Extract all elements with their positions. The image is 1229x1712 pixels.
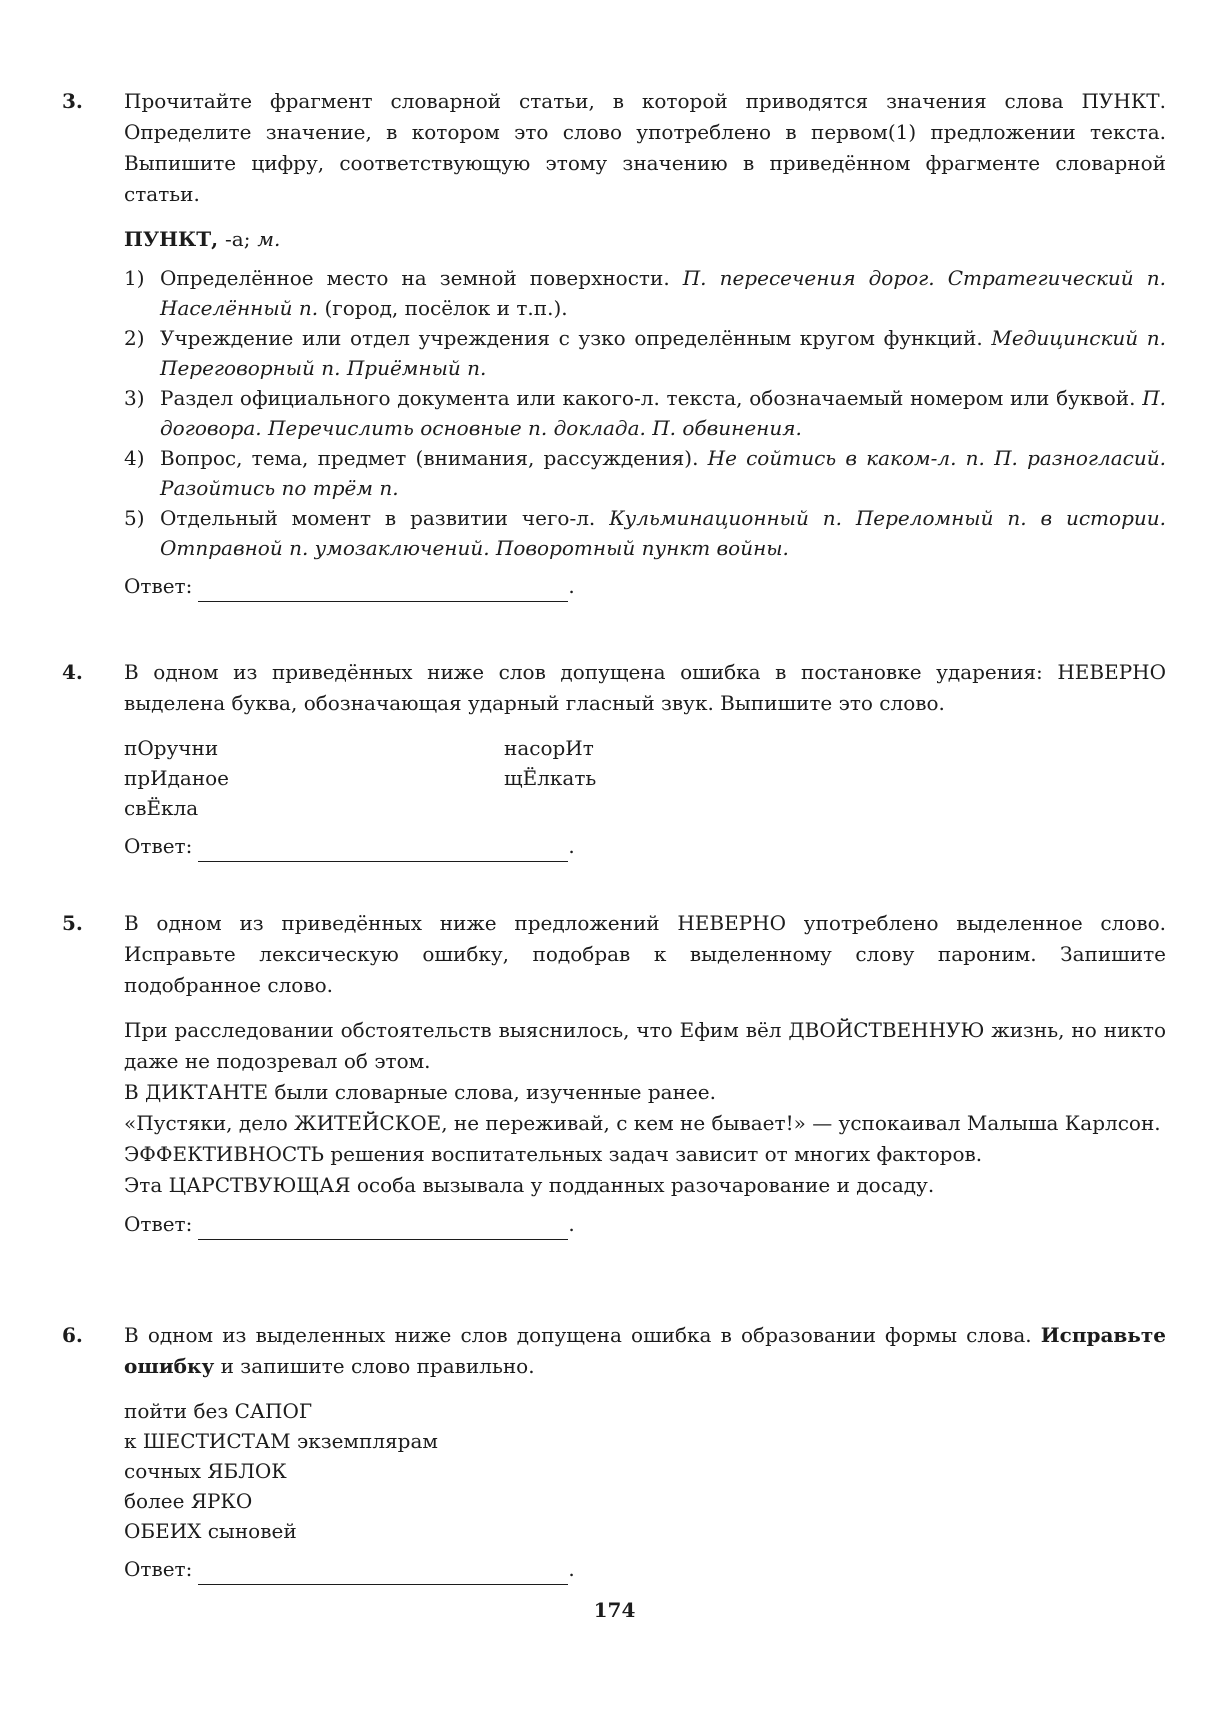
task-number: 3. xyxy=(62,89,83,113)
meaning-definition: Раздел официального документа или какого-л. текста, обозначаемый номером или буквой. xyxy=(160,386,1136,410)
word-item: щЁлкать xyxy=(504,766,597,790)
task-instruction: Прочитайте фрагмент словарной статьи, в которой приводятся значения слова ПУНКТ. Определите значение, в котором это слово употреблено в первом(1) предложении текста. Выпишите цифру, соответствующую этому значению в приведённом фрагменте словарной статьи. xyxy=(124,89,1166,206)
meaning-examples: Кульминационный п. Переломный п. в истории. Отправной п. умозаключений. Поворотный пункт войны. xyxy=(160,506,1166,560)
task-body xyxy=(124,1320,1166,1585)
task-instruction: В одном из приведённых ниже предложений НЕВЕРНО употреблено выделенное слово. Исправьте лексическую ошибку, подобрав к выделенному слову пароним. Запишите подобранное слово. xyxy=(124,911,1166,997)
dictionary-headword xyxy=(124,224,1166,255)
answer-end: . xyxy=(568,574,575,598)
meaning-number: 3) xyxy=(124,386,145,410)
answer-row xyxy=(124,1554,1166,1585)
sentence-item: В ДИКТАНТЕ были словарные слова, изученные ранее. xyxy=(124,1080,716,1104)
task-body xyxy=(124,86,1166,602)
answer-line[interactable] xyxy=(198,1560,568,1585)
answer-line[interactable] xyxy=(198,1215,568,1240)
meaning-item xyxy=(124,383,1166,443)
form-item: к ШЕСТИСТАМ экземплярам xyxy=(124,1429,438,1453)
meaning-definition: Определённое место на земной поверхности. xyxy=(160,266,670,290)
page-number: 174 xyxy=(593,1598,636,1622)
headword-gender: м. xyxy=(257,227,281,251)
instruction-emphasis: Исправьте ошибку xyxy=(124,1323,1166,1378)
answer-label: Ответ: xyxy=(124,1212,193,1236)
meaning-definition: Учреждение или отдел учреждения с узко определённым кругом функций. xyxy=(160,326,983,350)
meaning-examples: П. пересечения дорог. Стратегический п. Населённый п. xyxy=(160,266,1166,320)
sentences-list xyxy=(124,1015,1166,1201)
word-item: пОручни xyxy=(124,736,219,760)
answer-label: Ответ: xyxy=(124,834,193,858)
answer-label: Ответ: xyxy=(124,574,193,598)
word-item: прИданое xyxy=(124,766,230,790)
sentence-item: ЭФФЕКТИВНОСТЬ решения воспитательных задач зависит от многих факторов. xyxy=(124,1142,983,1166)
sentence-item: Эта ЦАРСТВУЮЩАЯ особа вызывала у подданных разочарование и досаду. xyxy=(124,1173,935,1197)
answer-row xyxy=(124,1209,1166,1240)
words-column-1 xyxy=(124,733,504,823)
answer-label: Ответ: xyxy=(124,1557,193,1581)
words-column-2 xyxy=(504,733,804,823)
meaning-item xyxy=(124,323,1166,383)
task-number: 5. xyxy=(62,911,83,935)
meanings-list xyxy=(124,263,1166,563)
form-item: ОБЕИХ сыновей xyxy=(124,1519,297,1543)
meaning-item xyxy=(124,263,1166,323)
instruction-part: В одном из выделенных ниже слов допущена ошибка в образовании формы слова. xyxy=(124,1323,1041,1347)
meaning-number: 5) xyxy=(124,506,145,530)
answer-end: . xyxy=(568,834,575,858)
answer-row xyxy=(124,831,1166,862)
answer-end: . xyxy=(568,1212,575,1236)
task-number: 4. xyxy=(62,660,83,684)
stress-words xyxy=(124,733,1166,823)
meaning-item xyxy=(124,503,1166,563)
word-item: свЁкла xyxy=(124,796,199,820)
answer-row xyxy=(124,571,1166,602)
instruction-part: и запишите слово правильно. xyxy=(214,1354,535,1378)
meaning-examples: Не сойтись в каком-л. п. П. разногласий. Разойтись по трём п. xyxy=(160,446,1167,500)
form-item: пойти без САПОГ xyxy=(124,1399,313,1423)
task-instruction: В одном из приведённых ниже слов допущена ошибка в постановке ударения: НЕВЕРНО выделена буква, обозначающая ударный гласный звук. Выпишите это слово. xyxy=(124,660,1166,715)
task-body xyxy=(124,657,1166,862)
task-body xyxy=(124,908,1166,1240)
meaning-definition: Вопрос, тема, предмет (внимания, рассуждения). xyxy=(160,446,699,470)
word-item: насорИт xyxy=(504,736,594,760)
sentence-item: При расследовании обстоятельств выяснилось, что Ефим вёл ДВОЙСТВЕННУЮ жизнь, но никто даже не подозревал об этом. xyxy=(124,1018,1166,1073)
task-number: 6. xyxy=(62,1323,83,1347)
meaning-number: 1) xyxy=(124,266,145,290)
meaning-examples: П. договора. Перечислить основные п. доклада. П. обвинения. xyxy=(160,386,1166,440)
word-forms-list xyxy=(124,1396,1166,1546)
headword-ending: -а; xyxy=(225,227,251,251)
form-item: более ЯРКО xyxy=(124,1489,253,1513)
meaning-definition: Отдельный момент в развитии чего-л. xyxy=(160,506,596,530)
headword: ПУНКТ, xyxy=(124,227,219,251)
form-item: сочных ЯБЛОК xyxy=(124,1459,287,1483)
answer-line[interactable] xyxy=(198,837,568,862)
answer-line[interactable] xyxy=(198,577,568,602)
meaning-examples: Медицинский п. Переговорный п. Приёмный п. xyxy=(160,326,1167,380)
meaning-tail: (город, посёлок и т.п.). xyxy=(318,296,568,320)
meaning-number: 4) xyxy=(124,446,145,470)
sentence-item: «Пустяки, дело ЖИТЕЙСКОЕ, не переживай, с кем не бывает!» — успокаивал Малыша Карлсон. xyxy=(124,1111,1161,1135)
answer-end: . xyxy=(568,1557,575,1581)
meaning-item xyxy=(124,443,1166,503)
meaning-number: 2) xyxy=(124,326,145,350)
task-instruction xyxy=(124,1320,1166,1382)
